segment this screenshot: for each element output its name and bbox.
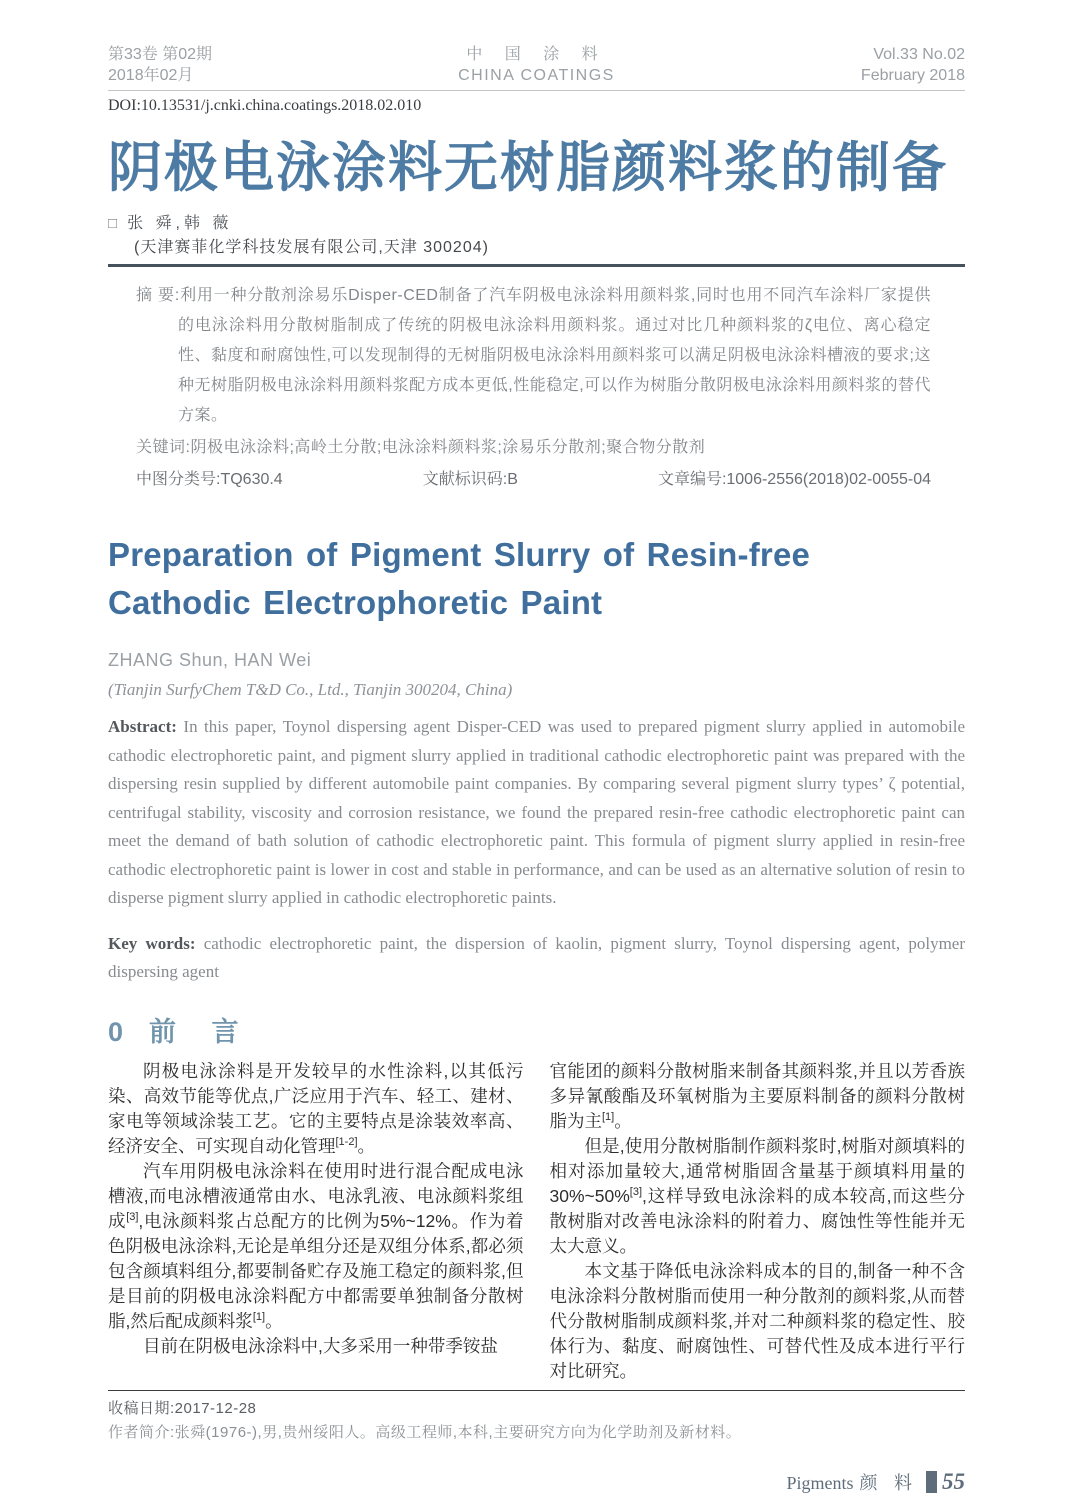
header-volume-issue-en — [861, 44, 965, 86]
citation-ref: [3] — [126, 1210, 139, 1223]
clc-number: 中图分类号:TQ630.4 — [136, 471, 283, 488]
page-footer — [108, 1469, 965, 1495]
authors-en: ZHANG Shun, HAN Wei — [108, 650, 312, 670]
paragraph — [108, 1334, 524, 1359]
section-heading — [108, 1017, 965, 1047]
classification-row — [108, 469, 965, 491]
date-cn: 2018年02月 — [108, 67, 194, 84]
paragraph-text: 。 — [357, 1135, 376, 1156]
keywords-en-text: cathodic electrophoretic paint, the dispersion of kaolin, pigment slurry, Toynol dispersing agent, polymer dispersing agent — [108, 933, 965, 981]
english-block — [108, 531, 965, 987]
author-bio: 作者简介:张舜(1976-),男,贵州绥阳人。高级工程师,本科,主要研究方向为化学助剂及新材料。 — [108, 1424, 742, 1441]
header-volume-issue-cn — [108, 44, 212, 86]
paragraph-text: 阴极电泳涂料是开发较早的水性涂料,以其低污染、高效节能等优点,广泛应用于汽车、轻工、建材、家电等领域涂装工艺。它的主要特点是涂装效率高、经济安全、可实现自动化管理 — [108, 1060, 524, 1156]
introduction-section — [108, 1017, 965, 1384]
volume-issue-cn: 第33卷 第02期 — [108, 46, 213, 63]
abstract-cn-label: 摘 要: — [136, 287, 180, 304]
paragraph-text: ,电泳颜料浆占总配方的比例为5%~12%。作为着色阴极电泳涂料,无论是单组分还是双组分体系,都必须包含颜填料组分,都要制备贮存及施工稳定的颜料浆,但是目前的阴极电泳涂料配方中都需要单独制备分散树脂,然后配成颜料浆 — [108, 1210, 524, 1331]
paragraph-text: 本文基于降低电泳涂料成本的目的,制备一种不含电泳涂料分散树脂而使用一种分散剂的颜料浆,从而替代分散树脂制成颜料浆,并对二种颜料浆的稳定性、胶体行为、黏度、耐腐蚀性、可替代性及成本进行平行对比研究。 — [549, 1260, 965, 1381]
article-title-cn: 阴极电泳涂料无树脂颜料浆的制备 — [108, 138, 948, 198]
footer-bar-marker — [926, 1471, 937, 1493]
paragraph — [108, 1159, 524, 1334]
received-date: 收稿日期:2017-12-28 — [108, 1400, 257, 1417]
two-column-body — [108, 1059, 965, 1384]
date-en: February 2018 — [860, 67, 965, 84]
header-divider — [108, 90, 965, 91]
citation-ref: [3] — [629, 1185, 643, 1198]
keywords-en-label: Key words: — [108, 933, 196, 953]
article-number: 文章编号:1006-2556(2018)02-0055-04 — [657, 471, 931, 488]
volume-issue-en: Vol.33 No.02 — [873, 46, 965, 63]
document-code: 文献标识码:B — [422, 471, 518, 488]
keywords-cn-label: 关键词: — [136, 439, 191, 456]
page-number: 55 — [942, 1469, 965, 1494]
authors-cn — [108, 214, 965, 234]
journal-name-en: CHINA COATINGS — [458, 67, 615, 84]
abstract-cn — [108, 281, 965, 431]
section-title: 前 言 — [149, 1016, 253, 1047]
author-square-marker: □ — [108, 215, 118, 232]
keywords-en — [108, 930, 965, 987]
section-number: 0 — [108, 1016, 124, 1047]
paragraph-text: 目前在阴极电泳涂料中,大多采用一种带季铵盐 — [143, 1335, 498, 1356]
paragraph-text: 汽车用阴极电泳涂料在使用时进行混合配成电泳槽液,而电泳槽液通常由水、电泳乳液、电泳颜料浆组成 — [108, 1160, 524, 1231]
affiliation-cn: (天津赛菲化学科技发展有限公司,天津 300204) — [134, 239, 489, 256]
paragraph-text: 。 — [614, 1110, 632, 1131]
citation-ref: [1-2] — [335, 1135, 358, 1148]
abstract-en-label: Abstract: — [108, 717, 177, 736]
paragraph-text: 官能团的颜料分散树脂来制备其颜料浆,并且以芳香族多异氰酸酯及环氧树脂为主要原料制备的颜料分散树脂为主 — [549, 1060, 965, 1131]
journal-header — [108, 44, 965, 86]
journal-name-cn: 中 国 涂 料 — [466, 46, 607, 63]
keywords-cn-text: 阴极电泳涂料;高岭土分散;电泳涂料颜料浆;涂易乐分散剂;聚合物分散剂 — [190, 439, 706, 456]
paragraph — [550, 1259, 966, 1384]
left-column — [108, 1059, 524, 1384]
keywords-cn — [108, 437, 965, 459]
doi-line: DOI:10.13531/j.cnki.china.coatings.2018.02.010 — [108, 97, 422, 114]
footer-section-cn: 颜 料 — [859, 1473, 918, 1493]
title-block-divider — [108, 264, 965, 267]
abstract-cn-paragraph — [136, 281, 931, 431]
footnote-divider — [108, 1390, 965, 1392]
paragraph — [550, 1134, 966, 1259]
citation-ref: [1] — [252, 1310, 266, 1323]
footer-section-en: Pigments — [786, 1473, 854, 1493]
paragraph-text: 但是,使用分散树脂制作颜料浆时,树脂对颜填料的相对添加量较大,通常树脂固含量基于颜填料用量的30%~50% — [549, 1135, 965, 1206]
paragraph-text: 。 — [265, 1310, 283, 1331]
journal-name — [458, 44, 615, 86]
article-title-en: Preparation of Pigment Slurry of Resin-free Cathodic Electrophoretic Paint — [108, 536, 811, 621]
citation-ref: [1] — [602, 1110, 615, 1123]
authors-cn-names: 张 舜,韩 薇 — [127, 215, 233, 232]
paragraph-continuation — [550, 1059, 966, 1134]
paragraph-text: ,这样导致电泳涂料的成本较高,而这些分散树脂对改善电泳涂料的附着力、腐蚀性等性能并无太大意义。 — [549, 1185, 965, 1256]
abstract-cn-text: 利用一种分散剂涂易乐Disper-CED制备了汽车阴极电泳涂料用颜料浆,同时也用不同汽车涂料厂家提供的电泳涂料用分散树脂制成了传统的阴极电泳涂料用颜料浆。通过对比几种颜料浆的ζ电位、离心稳定性、黏度和耐腐蚀性,可以发现制得的无树脂阴极电泳涂料用颜料浆可以满足阴极电泳涂料槽液的要求;这种无树脂阴极电泳涂料用颜料浆配方成本更低,性能稳定,可以作为树脂分散阴极电泳涂料用颜料浆的替代方案。 — [178, 287, 931, 424]
paragraph — [108, 1059, 524, 1159]
affiliation-en: (Tianjin SurfyChem T&D Co., Ltd., Tianjin 300204, China) — [108, 680, 513, 699]
abstract-en-text: In this paper, Toynol dispersing agent Disper-CED was used to prepared pigment slurry applied in automobile cathodic electrophoretic paint, and pigment slurry applied in traditional cathodic electrophoretic paint was prepared with the dispersing resin supplied by different automobile paint companies. By comparing several pigment slurry types’ ζ potential, centrifugal stability, viscosity and corrosion resistance, we found the prepared resin-free cathodic electrophoretic paint can meet the demand of bath solution of cathodic electrophoretic paint. This formula of pigment slurry applied in resin-free cathodic electrophoretic paint is lower in cost and stable in performance, and can be used as an alternative solution of resin to disperse pigment slurry applied in cathodic electrophoretic paints. — [108, 717, 965, 907]
right-column — [550, 1059, 966, 1384]
abstract-en — [108, 713, 965, 913]
